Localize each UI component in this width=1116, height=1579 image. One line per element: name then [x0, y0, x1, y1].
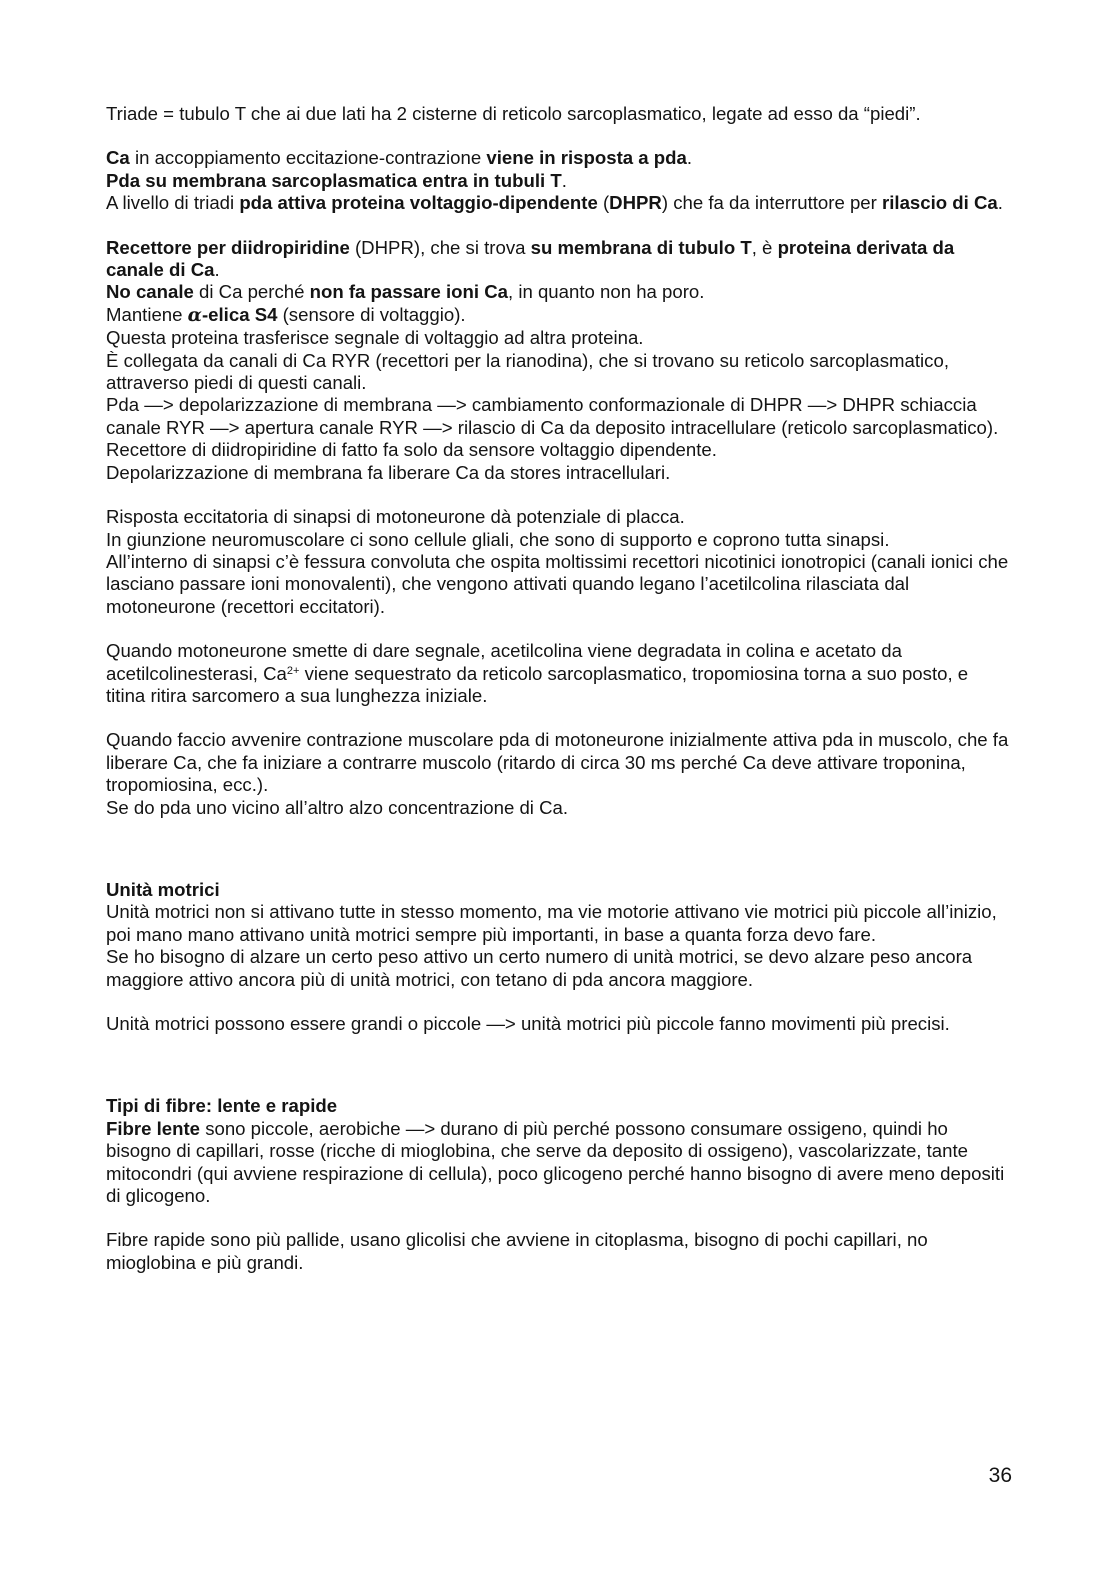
text-span: viene sequestrato da reticolo sarcoplasmatico, tropomiosina torna a suo posto, e titina ritira sarcomero a sua lunghezza iniziale.	[106, 662, 969, 706]
fiber-types-section	[106, 1095, 1011, 1274]
relaxation-paragraph	[106, 640, 1011, 707]
text-line	[106, 1118, 1011, 1208]
text-line: Pda —> depolarizzazione di membrana —> cambiamento conformazionale di DHPR —> DHPR schiaccia canale RYR —> apertura canale RYR —> rilascio di Ca da deposito intracellulare (reticolo sarcoplasmatico).	[106, 394, 999, 438]
bold-span: Ca	[106, 147, 130, 169]
bold-span: proteina derivata da canale di Ca	[106, 236, 955, 281]
triade-paragraph	[106, 103, 1011, 125]
text-line: Unità motrici possono essere grandi o piccole —> unità motrici più piccole fanno movimenti più precisi.	[106, 1013, 950, 1034]
section-heading	[106, 1095, 1011, 1117]
text-line	[106, 304, 1011, 327]
text-span: .	[686, 147, 693, 169]
bold-span: non fa passare ioni Ca	[309, 281, 508, 303]
text-line: Se do pda uno vicino all’altro alzo concentrazione di Ca.	[106, 796, 569, 818]
page-number: 36	[988, 1464, 1012, 1487]
contraction-paragraph	[106, 729, 1011, 819]
bold-span: No canale	[106, 281, 194, 303]
text-line	[106, 237, 1011, 282]
text-span: Triade = tubulo T che ai due lati ha 2 cisterne di reticolo sarcoplasmatico, legate ad esso da “piedi”.	[106, 103, 921, 124]
section-heading	[106, 879, 1011, 901]
text-span: sono piccole, aerobiche —> durano di più perché possono consumare ossigeno, quindi ho bisogno di capillari, rosse (ricche di mioglobina, che serve da deposito di ossigeno), vascolarizzate, tante mitocondri (qui avviene respirazione di cellula), poco glicogeno perché hanno bisogno di avere meno depositi di glicogeno.	[106, 1117, 1005, 1207]
bold-span: rilascio di Ca	[882, 192, 998, 214]
text-line: Risposta eccitatoria di sinapsi di motoneurone dà potenziale di placca.	[106, 506, 685, 528]
text-span: .	[214, 259, 220, 281]
text-line: Questa proteina trasferisce segnale di voltaggio ad altra proteina.	[106, 327, 644, 349]
text-line: Fibre rapide sono più pallide, usano glicolisi che avviene in citoplasma, bisogno di pochi capillari, no mioglobina e più grandi.	[106, 1229, 928, 1273]
heading-text: Unità motrici	[106, 878, 220, 900]
text-span: , è	[751, 236, 778, 258]
bold-span: viene in risposta a pda	[486, 147, 687, 169]
text-span: Quando motoneurone smette di dare segnale, acetilcolina viene degradata in colina e acetato da acetilcolinesterasi, Ca	[106, 640, 902, 684]
bold-span: su membrana di tubulo T	[530, 236, 752, 258]
text-span: , in quanto non ha poro.	[508, 281, 705, 303]
ca-coupling-paragraph	[106, 147, 1011, 214]
text-line	[106, 147, 1011, 169]
bold-span: Pda su membrana sarcoplasmatica entra in tubuli T	[106, 169, 562, 191]
synapse-paragraph	[106, 506, 1011, 618]
text-span: .	[561, 169, 567, 191]
bold-span: -elica S4	[201, 303, 278, 325]
page-content	[106, 103, 1011, 1274]
text-line	[106, 192, 1011, 214]
text-line: Depolarizzazione di membrana fa liberare Ca da stores intracellulari.	[106, 461, 671, 483]
text-line: È collegata da canali di Ca RYR (recettori per la rianodina), che si trovano su reticolo sarcoplasmatico, attraverso piedi di questi canali.	[106, 349, 949, 394]
bold-span: pda attiva proteina voltaggio-dipendente	[239, 192, 598, 214]
bold-span: Fibre lente	[106, 1117, 201, 1139]
text-span: ) che fa da interruttore per	[661, 192, 882, 214]
text-line: All’interno di sinapsi c’è fessura convoluta che ospita moltissimi recettori nicotinici ionotropici (canali ionici che lasciano passare ioni monovalenti), che vengono attivati quando legano l’acetilcolina rilasciata dal motoneurone (recettori eccitatori).	[106, 550, 1009, 617]
superscript: 2+	[286, 664, 300, 677]
text-span: in accoppiamento eccitazione-contrazione	[129, 147, 487, 169]
text-span: (sensore di voltaggio).	[277, 303, 466, 325]
text-span: (DHPR), che si trova	[349, 236, 531, 258]
alpha-symbol: α	[187, 304, 202, 326]
bold-span: Recettore per diidropiridine	[106, 236, 350, 258]
text-line	[106, 281, 1011, 303]
text-span: A livello di triadi	[106, 192, 240, 214]
text-line: Recettore di diidropiridine di fatto fa solo da sensore voltaggio dipendente.	[106, 439, 717, 461]
text-line: In giunzione neuromuscolare ci sono cellule gliali, che sono di supporto e coprono tutta sinapsi.	[106, 528, 890, 550]
text-span: Mantiene	[106, 303, 188, 325]
text-span: .	[997, 192, 1003, 214]
text-span: di Ca perché	[193, 281, 310, 303]
text-span: (	[597, 192, 610, 214]
text-line: Se ho bisogno di alzare un certo peso attivo un certo numero di unità motrici, se devo alzare peso ancora maggiore attivo ancora più di unità motrici, con tetano di pda ancora maggiore.	[106, 946, 973, 990]
heading-text: Tipi di fibre: lente e rapide	[106, 1095, 338, 1117]
text-line: Unità motrici non si attivano tutte in stesso momento, ma vie motorie attivano vie motrici più piccole all’inizio, poi mano mano attivano unità motrici sempre più importanti, in base a quanta forza devo fare.	[106, 901, 997, 945]
dhpr-paragraph	[106, 237, 1011, 484]
text-line: Quando faccio avvenire contrazione muscolare pda di motoneurone inizialmente attiva pda in muscolo, che fa liberare Ca, che fa iniziare a contrarre muscolo (ritardo di circa 30 ms perché Ca deve attivare troponina, tropomiosina, ecc.).	[106, 729, 1009, 796]
motor-units-section	[106, 879, 1011, 1035]
text-line	[106, 170, 1011, 192]
bold-span: DHPR	[609, 192, 662, 214]
